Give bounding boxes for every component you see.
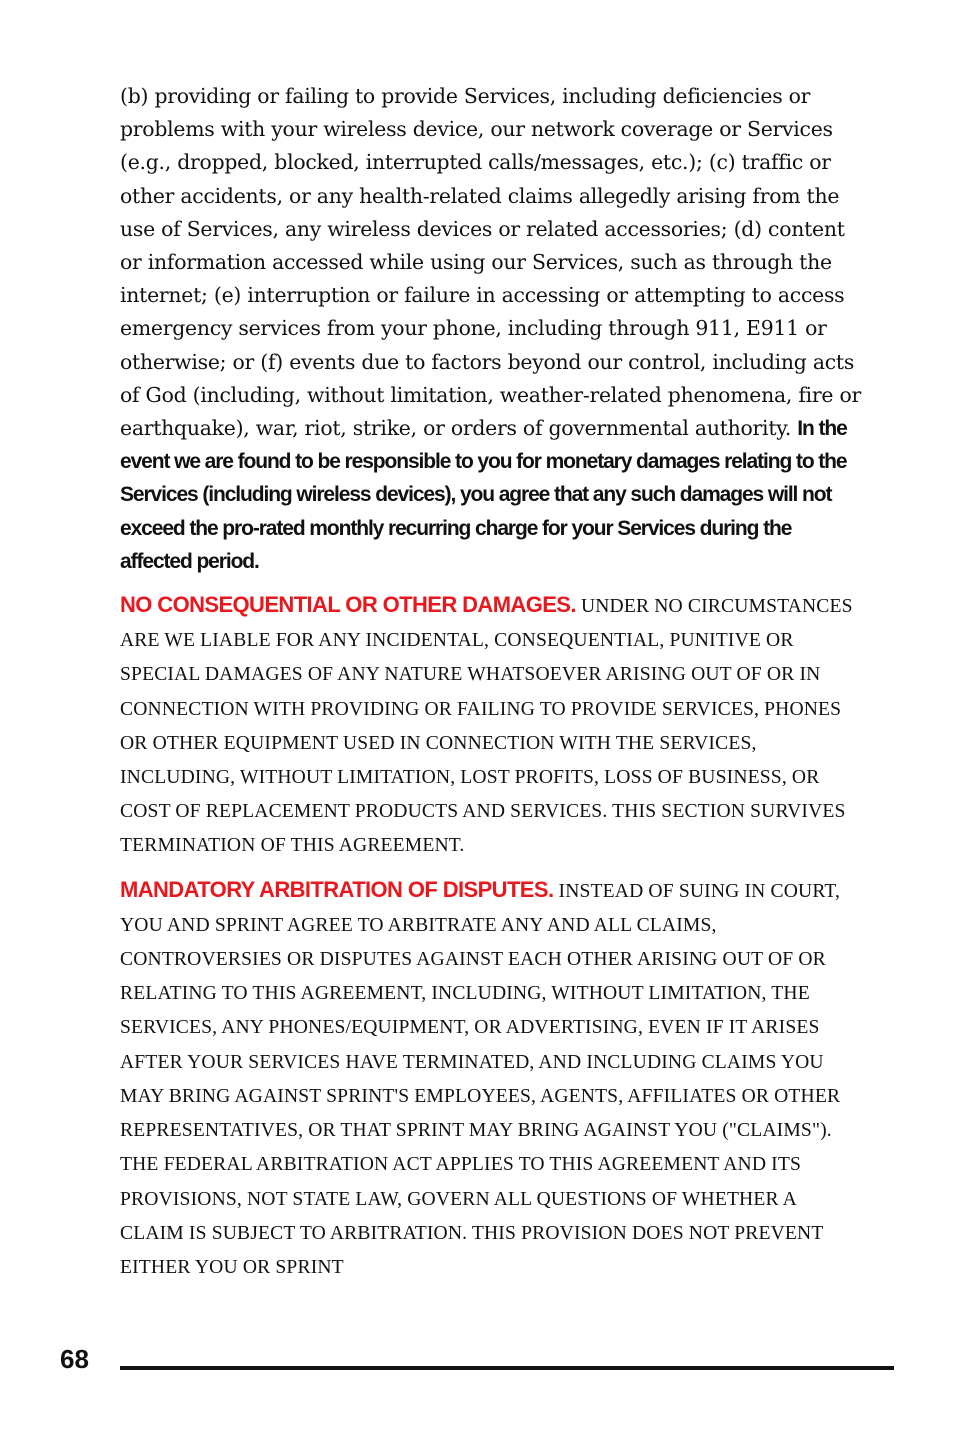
damages-limit-text: In the event we are found to be responsible to you for monetary damages relating to the Services (including wireless devices), you agree that any such damages will not exceed the pro-rated monthly recurring charge for your Services during the affected period. (120, 417, 847, 573)
consequential-damages-text: UNDER NO CIRCUMSTANCES ARE WE LIABLE FOR ANY INCIDENTAL, CONSEQUENTIAL, PUNITIVE OR SPECIAL DAMAGES OF ANY NATURE WHATSOEVER ARISING OUT OF OR IN CONNECTION WITH PROVIDING OR FAILING TO PROVIDE SERVICES, PHONES OR OTHER EQUIPMENT USED IN CONNECTION WITH THE SERVICES, INCLUDING, WITHOUT LIMITATION, LOST PROFITS, LOSS OF BUSINESS, OR COST OF REPLACEMENT PRODUCTS AND SERVICES. THIS SECTION SURVIVES TERMINATION OF THIS AGREEMENT. (120, 596, 853, 857)
liability-text: (b) providing or failing to provide Services, including deficiencies or problems with your wireless device, our network coverage or Services (e.g., dropped, blocked, interrupted calls/messages, etc.); (c) traffic or other accidents, or any health-related claims allegedly arising from the use of Services, any wireless devices or related accessories; (d) content or information accessed while using our Services, such as through the internet; (e) interruption or failure in accessing or attempting to access emergency services from your phone, including through 911, E911 or otherwise; or (f) events due to factors beyond our control, including acts of God (including, without limitation, weather-related phenomena, fire or earthquake), war, riot, strike, or orders of governmental authority. (120, 84, 861, 441)
liability-paragraph (120, 80, 862, 578)
consequential-damages-paragraph (120, 588, 862, 863)
footer-rule (120, 1366, 894, 1370)
consequential-damages-heading: NO CONSEQUENTIAL OR OTHER DAMAGES. (120, 592, 576, 618)
arbitration-paragraph (120, 873, 862, 1284)
arbitration-text: INSTEAD OF SUING IN COURT, YOU AND SPRINT AGREE TO ARBITRATE ANY AND ALL CLAIMS, CONTROVERSIES OR DISPUTES AGAINST EACH OTHER ARISING OUT OF OR RELATING TO THIS AGREEMENT, INCLUDING, WITHOUT LIMITATION, THE SERVICES, ANY PHONES/EQUIPMENT, OR ADVERTISING, EVEN IF IT ARISES AFTER YOUR SERVICES HAVE TERMINATED, AND INCLUDING CLAIMS YOU MAY BRING AGAINST SPRINT'S EMPLOYEES, AGENTS, AFFILIATES OR OTHER REPRESENTATIVES, OR THAT SPRINT MAY BRING AGAINST YOU ("CLAIMS"). THE FEDERAL ARBITRATION ACT APPLIES TO THIS AGREEMENT AND ITS PROVISIONS, NOT STATE LAW, GOVERN ALL QUESTIONS OF WHETHER A CLAIM IS SUBJECT TO ARBITRATION. THIS PROVISION DOES NOT PREVENT EITHER YOU OR SPRINT (120, 880, 841, 1278)
arbitration-heading: MANDATORY ARBITRATION OF DISPUTES. (120, 876, 554, 902)
page-footer (60, 1344, 894, 1374)
page-body (120, 80, 862, 1284)
page-number: 68 (60, 1344, 89, 1374)
